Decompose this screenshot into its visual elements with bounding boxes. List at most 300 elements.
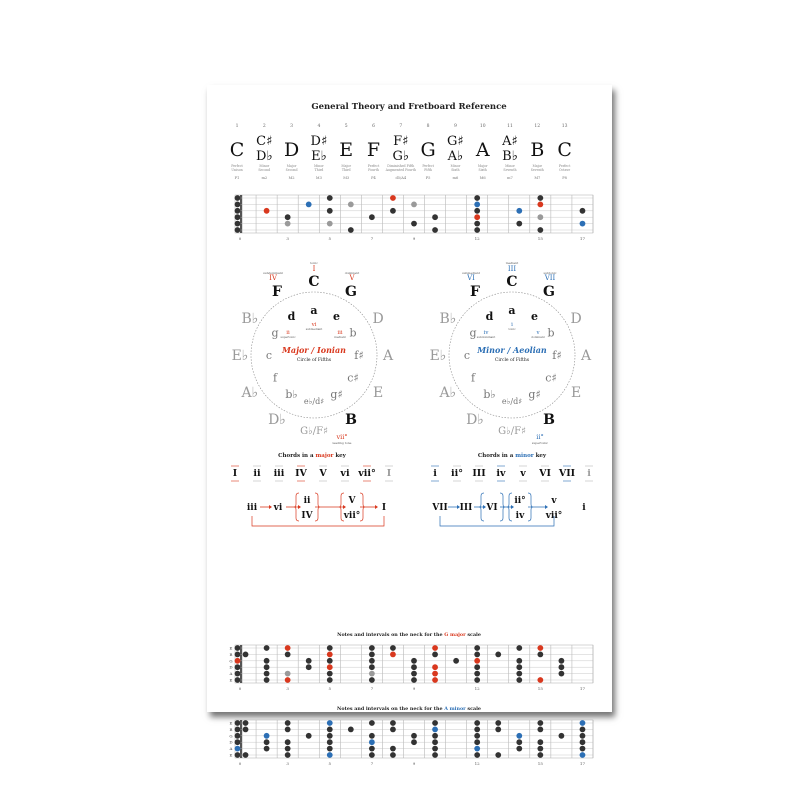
- inner-caption: submediant: [305, 327, 323, 331]
- fret-dot: [327, 752, 333, 758]
- fret-number: 3: [286, 761, 289, 766]
- right-caption: dominant: [344, 271, 360, 275]
- string-label: E: [229, 645, 233, 651]
- fret-dot: [495, 652, 501, 658]
- fret-dot: [432, 214, 438, 220]
- circle-outer-note: F: [272, 283, 282, 300]
- inner-caption: supertonic: [280, 335, 296, 339]
- fret-number: 12: [474, 761, 480, 766]
- inner-numeral: ii: [286, 330, 290, 336]
- fret-dot: [474, 746, 480, 752]
- fret-dot: [348, 227, 354, 233]
- fret-dot: [264, 208, 270, 214]
- progression-chord: i: [582, 503, 586, 513]
- circle-inner-note: c♯: [545, 371, 557, 385]
- note-sharp: C♯: [256, 134, 273, 149]
- fret-dot: [516, 645, 522, 651]
- left-caption: submediant: [462, 271, 480, 275]
- fret-dot: [235, 214, 241, 220]
- fret-dot: [327, 746, 333, 752]
- chord-numeral: ii: [253, 468, 261, 479]
- string-label: D: [229, 739, 233, 745]
- fret-dot: [474, 664, 480, 670]
- interval-number: 3: [290, 124, 294, 129]
- fret-dot: [580, 733, 586, 739]
- circle-inner-note: g♯: [330, 387, 343, 401]
- circle-inner-note: c♯: [347, 371, 359, 385]
- circle-outer-note: D: [570, 311, 582, 327]
- fret-dot: [264, 746, 270, 752]
- circle-outer-note: B: [543, 412, 555, 429]
- circle-outer-note: D♭: [268, 412, 286, 429]
- fret-dot: [327, 658, 333, 664]
- poster: [207, 85, 612, 766]
- fret-dot: [235, 227, 241, 233]
- fret-number: 15: [537, 686, 543, 691]
- fret-dot: [432, 671, 438, 677]
- interval-number: 10: [479, 124, 486, 129]
- circle-inner-note: f: [470, 371, 476, 385]
- fret-dot: [285, 214, 291, 220]
- note-flat: A♭: [447, 149, 464, 164]
- fret-dot: [235, 720, 241, 726]
- chord-numeral: I: [232, 468, 238, 479]
- fretboard-nut: [240, 645, 242, 683]
- fret-dot: [306, 202, 312, 208]
- fret-dot: [369, 652, 375, 658]
- string-label: E: [229, 720, 233, 726]
- interval-name: Major: [532, 164, 543, 168]
- progression-chord: iv: [515, 511, 525, 521]
- bottom-numeral: ii°: [536, 433, 544, 441]
- fret-dot: [495, 727, 501, 733]
- circle-inner-note: e: [333, 310, 340, 324]
- fret-dot: [235, 746, 241, 752]
- fret-dot: [474, 671, 480, 677]
- circle-outer-note: E: [372, 385, 384, 401]
- fret-dot: [235, 195, 241, 201]
- fret-dot: [432, 727, 438, 733]
- fret-dot: [432, 677, 438, 683]
- right-caption: subtonic: [543, 271, 557, 275]
- interval-name: Perfect: [367, 164, 380, 168]
- chord-numeral: III: [472, 468, 486, 479]
- fret-dot: [285, 720, 291, 726]
- fret-number: 5: [328, 236, 332, 241]
- chord-numeral: VII: [558, 468, 576, 479]
- fret-dot: [235, 208, 241, 214]
- interval-name: Fifth: [424, 168, 432, 172]
- interval-code: M7: [534, 176, 541, 180]
- circle-outer-note: A: [580, 348, 592, 364]
- fret-number: 0: [238, 761, 242, 766]
- fret-dot: [559, 671, 565, 677]
- fret-dot: [285, 645, 291, 651]
- fret-dot: [327, 677, 333, 683]
- progression-arrowhead: [343, 505, 346, 509]
- fret-dot: [474, 733, 480, 739]
- circle-of-fifths-minor: [430, 261, 592, 445]
- interval-code: d5/A4: [395, 176, 407, 180]
- string-label: E: [229, 677, 233, 683]
- fret-dot: [243, 720, 249, 726]
- fret-dot: [474, 739, 480, 745]
- fret-dot: [474, 720, 480, 726]
- note-flat: D♭: [256, 149, 273, 164]
- progression-chord: VII: [432, 503, 448, 513]
- interval-code: M6: [479, 176, 486, 180]
- poster-title: General Theory and Fretboard Reference: [311, 102, 507, 112]
- left-numeral: IV: [269, 274, 277, 282]
- interval-number: 1: [235, 124, 239, 129]
- circle-outer-note: G♭/F♯: [300, 426, 328, 437]
- inner-numeral: iii: [337, 330, 343, 336]
- fret-number: 0: [238, 686, 242, 691]
- inner-numeral: v: [536, 330, 540, 336]
- left-numeral: VI: [467, 274, 475, 282]
- interval-code: M3: [315, 176, 322, 180]
- fret-number: 7: [370, 761, 374, 766]
- inner-numeral: i: [511, 322, 513, 328]
- string-label: B: [229, 726, 233, 732]
- fret-dot: [537, 195, 543, 201]
- fret-dot: [432, 752, 438, 758]
- circle-outer-note: C: [506, 274, 518, 290]
- top-caption: mediant: [505, 261, 519, 265]
- fret-dot: [537, 645, 543, 651]
- circle-inner-note: b♭: [483, 387, 496, 401]
- circle-outer-note: C: [308, 274, 320, 290]
- fret-dot: [474, 645, 480, 651]
- fret-dot: [537, 720, 543, 726]
- note-sharp: A♯: [502, 134, 518, 149]
- string-label: G: [229, 658, 233, 664]
- fret-dot: [327, 664, 333, 670]
- chord-numeral: IV: [295, 468, 307, 479]
- circle-outer-note: F: [470, 283, 480, 300]
- fret-dot: [580, 752, 586, 758]
- chord-numeral: i: [433, 468, 437, 479]
- bottom-numeral: vii°: [336, 433, 348, 441]
- interval-code: m7: [507, 176, 513, 180]
- fretboard-title: Notes and intervals on the neck for the A minor scale: [337, 706, 481, 712]
- fret-number: 12: [474, 236, 480, 241]
- fret-dot: [235, 658, 241, 664]
- fret-dot: [369, 746, 375, 752]
- fret-dot: [235, 664, 241, 670]
- fret-dot: [327, 739, 333, 745]
- circle-inner-note: a: [310, 304, 318, 317]
- fret-dot: [369, 658, 375, 664]
- chord-numeral: iii: [273, 468, 285, 479]
- fret-dot: [580, 739, 586, 745]
- interval-name: Minor: [259, 164, 270, 168]
- interval-name: Fourth: [368, 168, 379, 172]
- fret-dot: [327, 221, 333, 227]
- chord-numeral: v: [520, 468, 526, 479]
- interval-name: Minor: [314, 164, 324, 168]
- fret-dot: [516, 208, 522, 214]
- fret-dot: [285, 746, 291, 752]
- fret-dot: [235, 202, 241, 208]
- note-flat: E♭: [311, 149, 327, 164]
- note-flat: B♭: [502, 149, 518, 164]
- fret-dot: [495, 720, 501, 726]
- top-numeral: III: [507, 265, 517, 273]
- circle-outer-note: A: [382, 348, 394, 364]
- progression-chord: iii: [246, 503, 258, 513]
- fret-number: 7: [370, 236, 374, 241]
- fret-number: 5: [328, 761, 332, 766]
- fret-number: 15: [537, 236, 543, 241]
- chords-major-key: [231, 453, 393, 526]
- fret-dot: [327, 671, 333, 677]
- fret-dot: [264, 664, 270, 670]
- fret-dot: [580, 720, 586, 726]
- fret-dot: [432, 664, 438, 670]
- fret-dot: [537, 652, 543, 658]
- fret-dot: [537, 739, 543, 745]
- progression-return-line: [440, 516, 554, 526]
- fret-dot: [474, 195, 480, 201]
- fret-number: 17: [579, 686, 586, 691]
- fret-dot: [369, 720, 375, 726]
- circle-inner-note: f: [272, 371, 278, 385]
- fret-dot: [390, 645, 396, 651]
- fret-dot: [390, 727, 396, 733]
- note-name: B: [530, 139, 545, 161]
- fret-dot: [264, 733, 270, 739]
- fret-dot: [411, 664, 417, 670]
- circle-outer-note: B: [345, 412, 357, 429]
- fret-dot: [235, 752, 241, 758]
- progression-chord: vii°: [343, 511, 361, 521]
- fret-dot: [235, 677, 241, 683]
- fret-dot: [369, 214, 375, 220]
- fret-dot: [580, 746, 586, 752]
- top-caption: tonic: [310, 261, 318, 265]
- progression-arrowhead: [298, 505, 301, 509]
- fret-dot: [580, 727, 586, 733]
- fret-dot: [306, 658, 312, 664]
- circle-center-subtitle: Circle of Fifths: [494, 358, 530, 363]
- fret-dot: [306, 733, 312, 739]
- circle-inner-note: a: [508, 304, 516, 317]
- fret-number: 5: [328, 686, 332, 691]
- fret-number: 9: [412, 236, 416, 241]
- note-name: C: [229, 139, 245, 161]
- fret-dot: [285, 671, 291, 677]
- note-flat: G♭: [392, 149, 410, 164]
- inner-numeral: iv: [483, 330, 489, 336]
- circle-inner-note: e♭/d♯: [303, 397, 325, 406]
- fret-number: 15: [537, 761, 543, 766]
- fret-dot: [537, 727, 543, 733]
- interval-name: Perfect: [422, 164, 434, 168]
- fret-dot: [432, 645, 438, 651]
- interval-name: Diminished Fifth: [387, 164, 415, 168]
- interval-number: 7: [399, 124, 403, 129]
- fret-dot: [264, 645, 270, 651]
- circle-inner-note: b♭: [285, 387, 298, 401]
- fret-number: 3: [286, 686, 289, 691]
- fret-dot: [411, 733, 417, 739]
- fret-dot: [390, 652, 396, 658]
- progression-chord: ii°: [514, 496, 526, 506]
- circle-outer-note: E: [570, 385, 582, 401]
- fret-dot: [537, 746, 543, 752]
- fret-dot: [474, 221, 480, 227]
- fret-dot: [580, 221, 586, 227]
- fretboard-title: Notes and intervals on the neck for the G major scale: [337, 632, 481, 638]
- fret-dot: [235, 221, 241, 227]
- fret-dot: [474, 227, 480, 233]
- fret-dot: [474, 727, 480, 733]
- circle-center-subtitle: Circle of Fifths: [296, 358, 332, 363]
- fret-dot: [235, 652, 241, 658]
- fret-dot: [285, 677, 291, 683]
- circle-inner-note: g: [271, 326, 279, 340]
- chord-numeral: I: [386, 468, 392, 479]
- progression-chord: vi: [273, 503, 283, 513]
- right-numeral: V: [349, 274, 355, 282]
- right-numeral: VII: [544, 274, 556, 282]
- circle-inner-note: b: [349, 326, 357, 340]
- fret-dot: [369, 645, 375, 651]
- fret-dot: [264, 677, 270, 683]
- fret-dot: [432, 720, 438, 726]
- interval-name: Major: [341, 164, 352, 168]
- circle-center-title: Major / Ionian: [282, 345, 346, 355]
- fret-dot: [537, 214, 543, 220]
- circle-outer-note: B♭: [439, 311, 457, 327]
- fret-dot: [243, 652, 249, 658]
- fretboard-nut: [240, 195, 242, 233]
- interval-code: M3: [343, 176, 350, 180]
- fret-number: 7: [370, 686, 374, 691]
- string-label: A: [229, 746, 233, 752]
- fret-dot: [348, 727, 354, 733]
- fret-dot: [243, 752, 249, 758]
- fret-dot: [559, 664, 565, 670]
- interval-name: Major: [286, 164, 297, 168]
- interval-name: Major: [477, 164, 488, 168]
- circle-of-fifths-major: [232, 261, 394, 445]
- fret-dot: [411, 658, 417, 664]
- top-numeral: I: [312, 265, 316, 273]
- fret-dot: [432, 652, 438, 658]
- circle-inner-note: f♯: [552, 349, 562, 362]
- interval-name: Second: [258, 168, 271, 172]
- note-name: F: [366, 139, 381, 161]
- progression-chord: V: [348, 496, 356, 506]
- fret-dot: [516, 677, 522, 683]
- fretboard-nut: [240, 720, 242, 758]
- circle-inner-note: e♭/d♯: [501, 397, 523, 406]
- fret-dot: [369, 664, 375, 670]
- progression-chord: III: [459, 503, 473, 513]
- progression-arrowhead: [545, 505, 548, 509]
- poster-artwork: [207, 85, 612, 766]
- fret-dot: [516, 739, 522, 745]
- fret-dot: [516, 221, 522, 227]
- chord-numeral: i: [587, 468, 591, 479]
- fret-dot: [369, 671, 375, 677]
- note-sharp: F♯: [393, 134, 409, 149]
- interval-number: 5: [344, 124, 348, 129]
- note-sharp: G♯: [447, 134, 464, 149]
- note-name: G: [420, 139, 436, 161]
- interval-name: Third: [314, 168, 324, 172]
- fret-dot: [559, 733, 565, 739]
- interval-code: M2: [288, 176, 295, 180]
- chord-numeral: vi: [340, 468, 350, 479]
- fretboard-a-minor: [229, 720, 593, 766]
- interval-code: P5: [425, 176, 431, 180]
- fret-dot: [432, 746, 438, 752]
- fret-dot: [369, 739, 375, 745]
- fret-dot: [390, 195, 396, 201]
- progression-chord: VI: [486, 503, 498, 513]
- fret-dot: [327, 652, 333, 658]
- fret-dot: [516, 733, 522, 739]
- fret-dot: [348, 202, 354, 208]
- interval-number: 11: [507, 124, 513, 129]
- interval-code: P4: [371, 176, 376, 180]
- progression-chord: I: [381, 503, 387, 513]
- circle-inner-note: c: [265, 349, 273, 362]
- inner-caption: dominant: [531, 335, 545, 339]
- fret-number: 0: [238, 236, 242, 241]
- fret-dot: [411, 739, 417, 745]
- circle-outer-note: D: [372, 311, 384, 327]
- fret-dot: [235, 727, 241, 733]
- interval-number: 2: [262, 124, 266, 129]
- fret-number: 17: [579, 236, 586, 241]
- interval-name: Seventh: [530, 168, 544, 172]
- fret-dot: [474, 202, 480, 208]
- circle-inner-note: c: [463, 349, 471, 362]
- fret-dot: [306, 664, 312, 670]
- bottom-caption: supertonic: [531, 441, 549, 445]
- progression-chord: IV: [301, 511, 313, 521]
- string-label: D: [229, 664, 233, 670]
- fret-dot: [453, 658, 459, 664]
- interval-code: P8: [562, 176, 567, 180]
- circle-outer-note: E♭: [231, 348, 249, 364]
- fret-dot: [474, 214, 480, 220]
- circle-inner-note: d: [287, 310, 296, 324]
- fret-dot: [390, 208, 396, 214]
- fret-dot: [327, 733, 333, 739]
- interval-code: m6: [452, 176, 459, 180]
- fret-number: 9: [412, 761, 416, 766]
- interval-number: 6: [372, 124, 375, 129]
- fret-dot: [411, 677, 417, 683]
- interval-name: Second: [285, 168, 298, 172]
- fret-dot: [411, 221, 417, 227]
- inner-numeral: vi: [311, 322, 317, 328]
- fret-dot: [285, 752, 291, 758]
- fret-dot: [235, 671, 241, 677]
- interval-code: P1: [234, 176, 240, 180]
- chord-numeral: iv: [496, 468, 506, 479]
- interval-name: Seventh: [503, 168, 517, 172]
- fret-number: 3: [286, 236, 289, 241]
- fret-number: 9: [412, 686, 416, 691]
- fret-dot: [474, 677, 480, 683]
- fret-dot: [390, 746, 396, 752]
